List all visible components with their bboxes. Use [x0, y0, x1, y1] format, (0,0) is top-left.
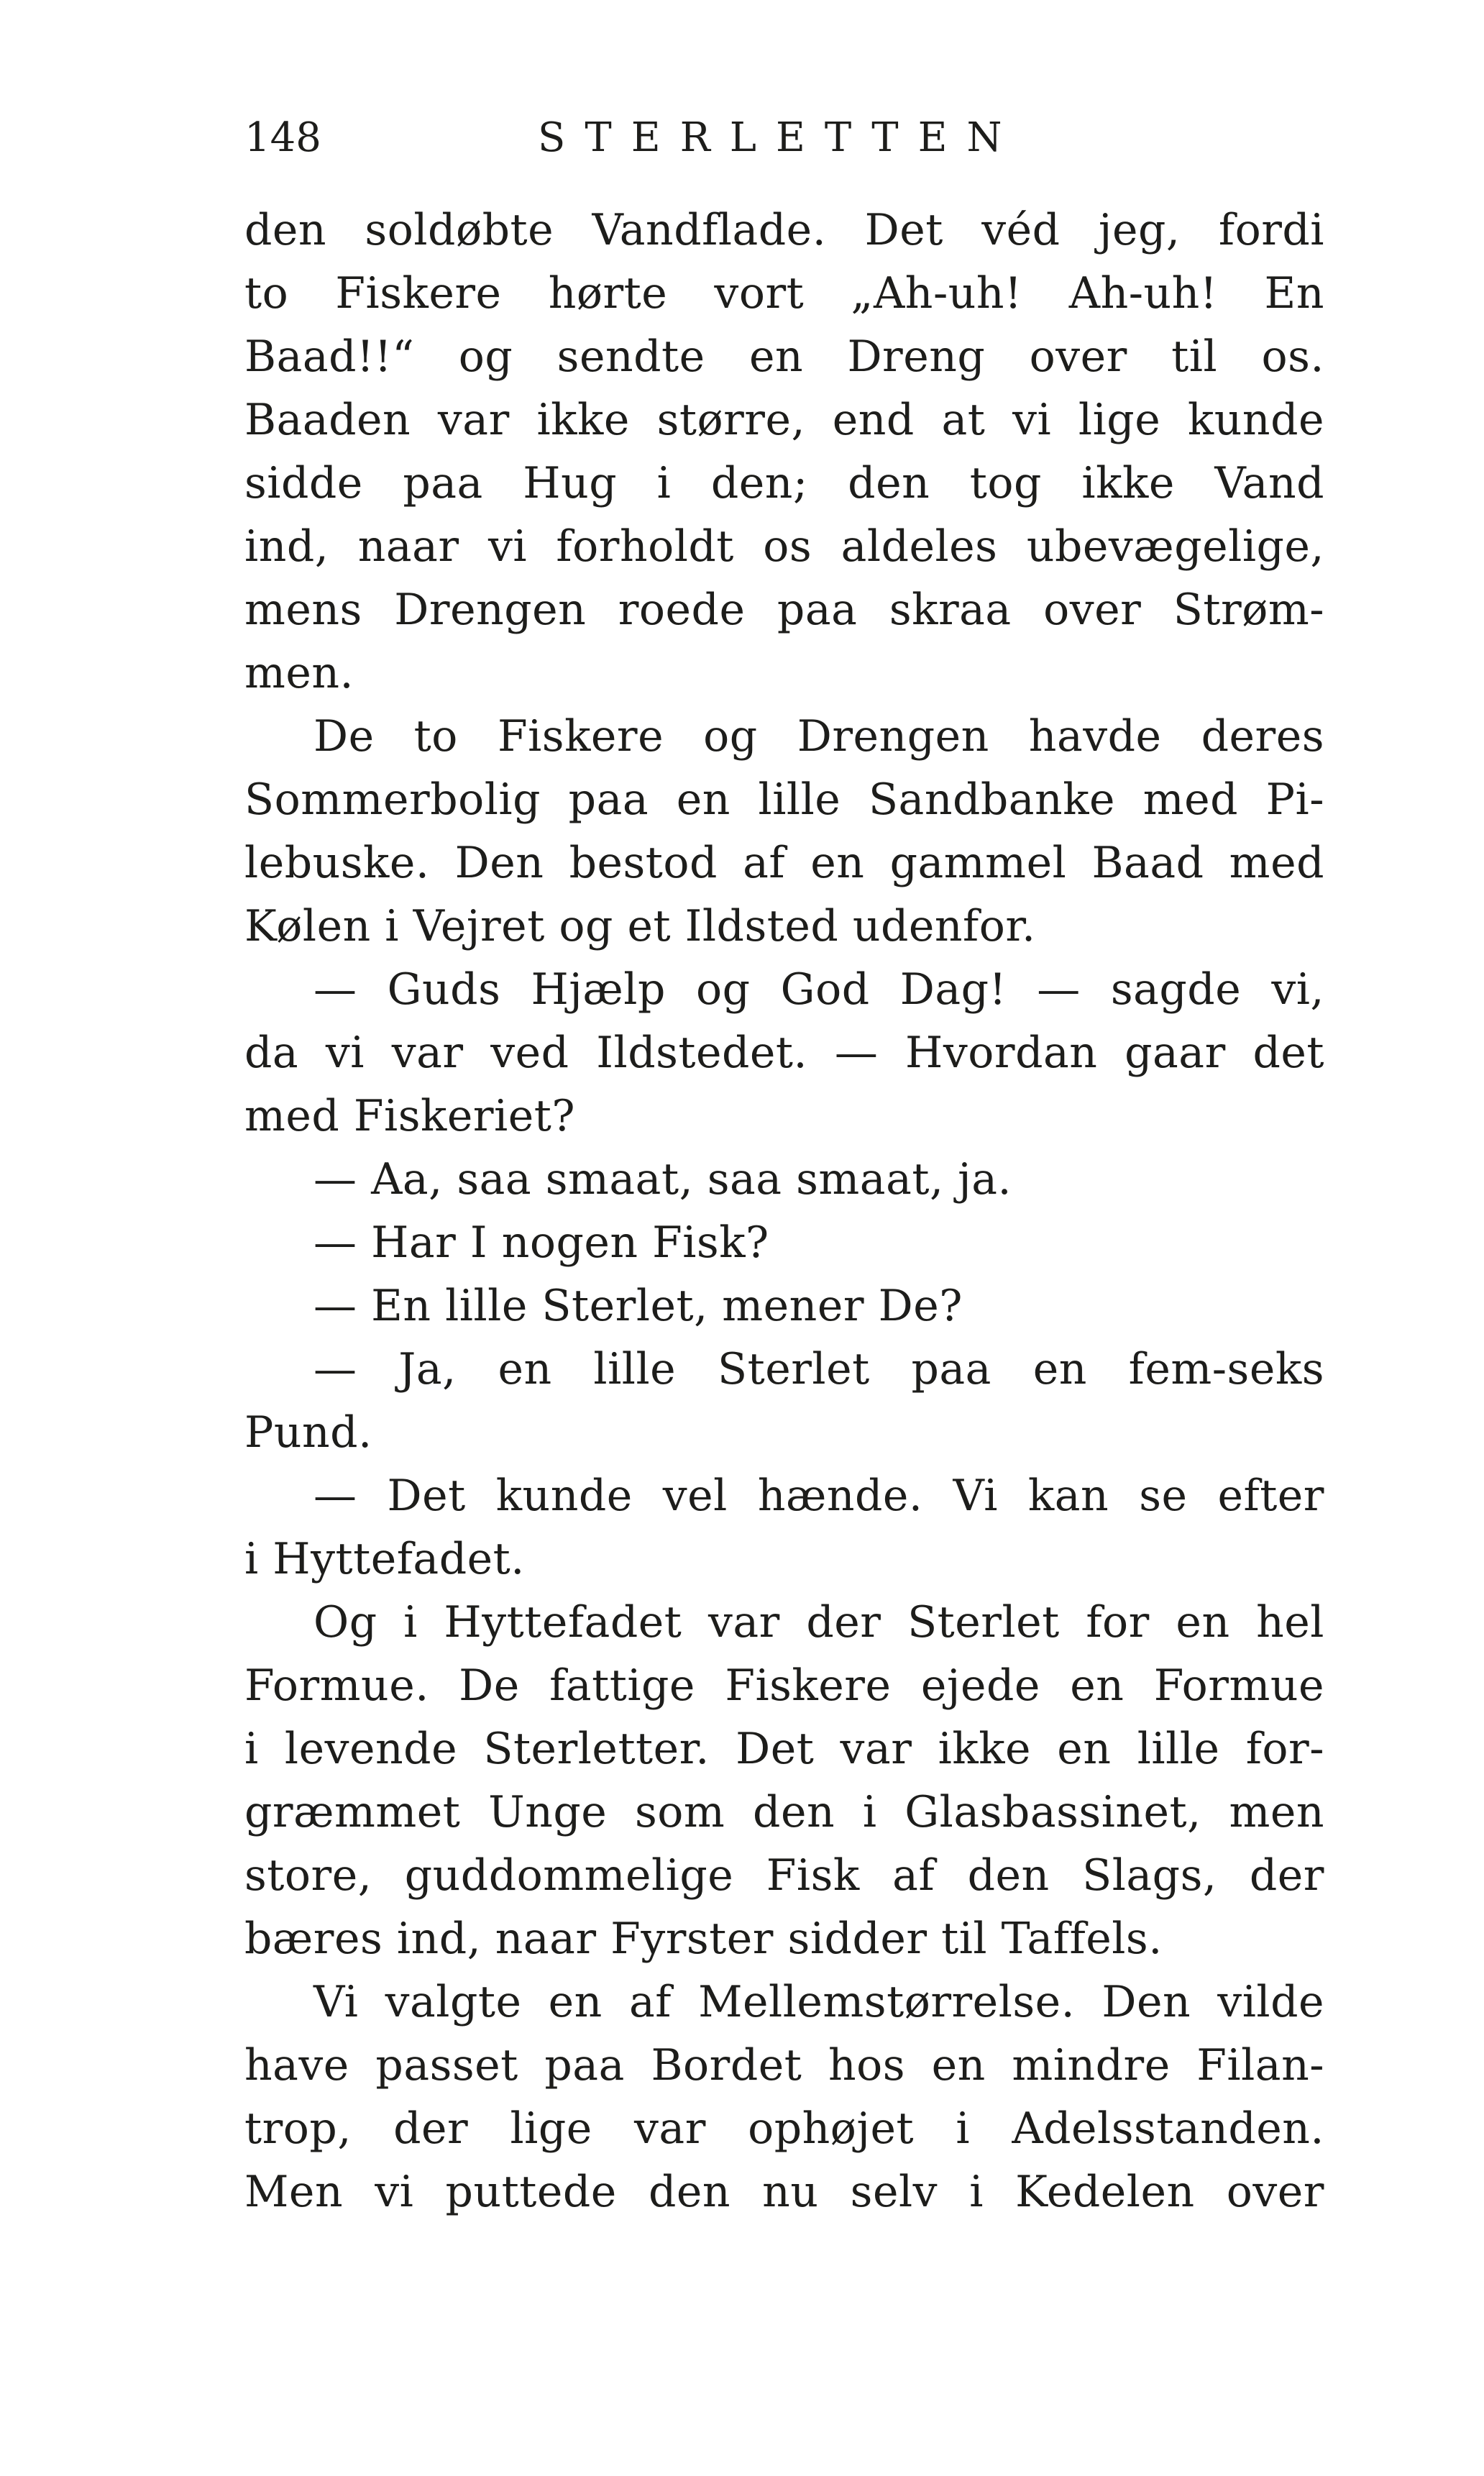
page-number: 148 — [244, 114, 321, 161]
text-line: græmmet Unge som den i Glasbassinet, men — [244, 1787, 1324, 1837]
text-line: mens Drengen roede paa skraa over Strøm- — [244, 585, 1324, 635]
text-line: — Guds Hjælp og God Dag! — sagde vi, — [313, 964, 1324, 1015]
text-line: have passet paa Bordet hos en mindre Filan- — [244, 2040, 1324, 2091]
running-title: STERLETTEN — [538, 114, 1022, 161]
text-line: den soldøbte Vandflade. Det véd jeg, fordi — [244, 205, 1324, 255]
body-text — [244, 198, 1324, 2224]
text-line: — En lille Sterlet, mener De? — [313, 1281, 963, 1331]
text-line: Pund. — [244, 1407, 372, 1458]
text-line: to Fiskere hørte vort „Ah-uh! Ah-uh! En — [244, 268, 1324, 319]
text-line: trop, der lige var ophøjet i Adelsstanden. — [244, 2103, 1324, 2154]
text-line: i Hyttefadet. — [244, 1534, 525, 1584]
text-line: Baad!!“ og sendte en Dreng over til os. — [244, 332, 1324, 382]
text-line: — Har I nogen Fisk? — [313, 1218, 769, 1268]
text-line: store, guddommelige Fisk af den Slags, der — [244, 1850, 1324, 1901]
text-line: lebuske. Den bestod af en gammel Baad med — [244, 838, 1324, 888]
text-line: men. — [244, 648, 354, 698]
text-line: med Fiskeriet? — [244, 1091, 576, 1141]
text-line: Og i Hyttefadet var der Sterlet for en hel — [313, 1597, 1324, 1648]
text-line: Sommerbolig paa en lille Sandbanke med Pi- — [244, 775, 1324, 825]
text-line: da vi var ved Ildstedet. — Hvordan gaar det — [244, 1028, 1324, 1078]
page-header — [244, 109, 1323, 167]
text-line: sidde paa Hug i den; den tog ikke Vand — [244, 458, 1324, 508]
text-line: — Det kunde vel hænde. Vi kan se efter — [313, 1471, 1324, 1521]
text-line: Kølen i Vejret og et Ildsted udenfor. — [244, 901, 1036, 951]
text-line: i levende Sterletter. Det var ikke en lille for- — [244, 1724, 1324, 1774]
text-line: bæres ind, naar Fyrster sidder til Taffels. — [244, 1914, 1163, 1964]
text-line: Men vi puttede den nu selv i Kedelen over — [244, 2167, 1324, 2217]
text-line: Baaden var ikke større, end at vi lige kunde — [244, 395, 1324, 445]
text-line: — Ja, en lille Sterlet paa en fem-seks — [313, 1344, 1324, 1394]
text-line: — Aa, saa smaat, saa smaat, ja. — [313, 1154, 1012, 1205]
text-line: De to Fiskere og Drengen havde deres — [313, 711, 1324, 762]
text-line: ind, naar vi forholdt os aldeles ubevægelige, — [244, 521, 1324, 572]
text-line: Vi valgte en af Mellemstørrelse. Den vilde — [313, 1977, 1324, 2027]
text-line: Formue. De fattige Fiskere ejede en Formue — [244, 1660, 1324, 1711]
